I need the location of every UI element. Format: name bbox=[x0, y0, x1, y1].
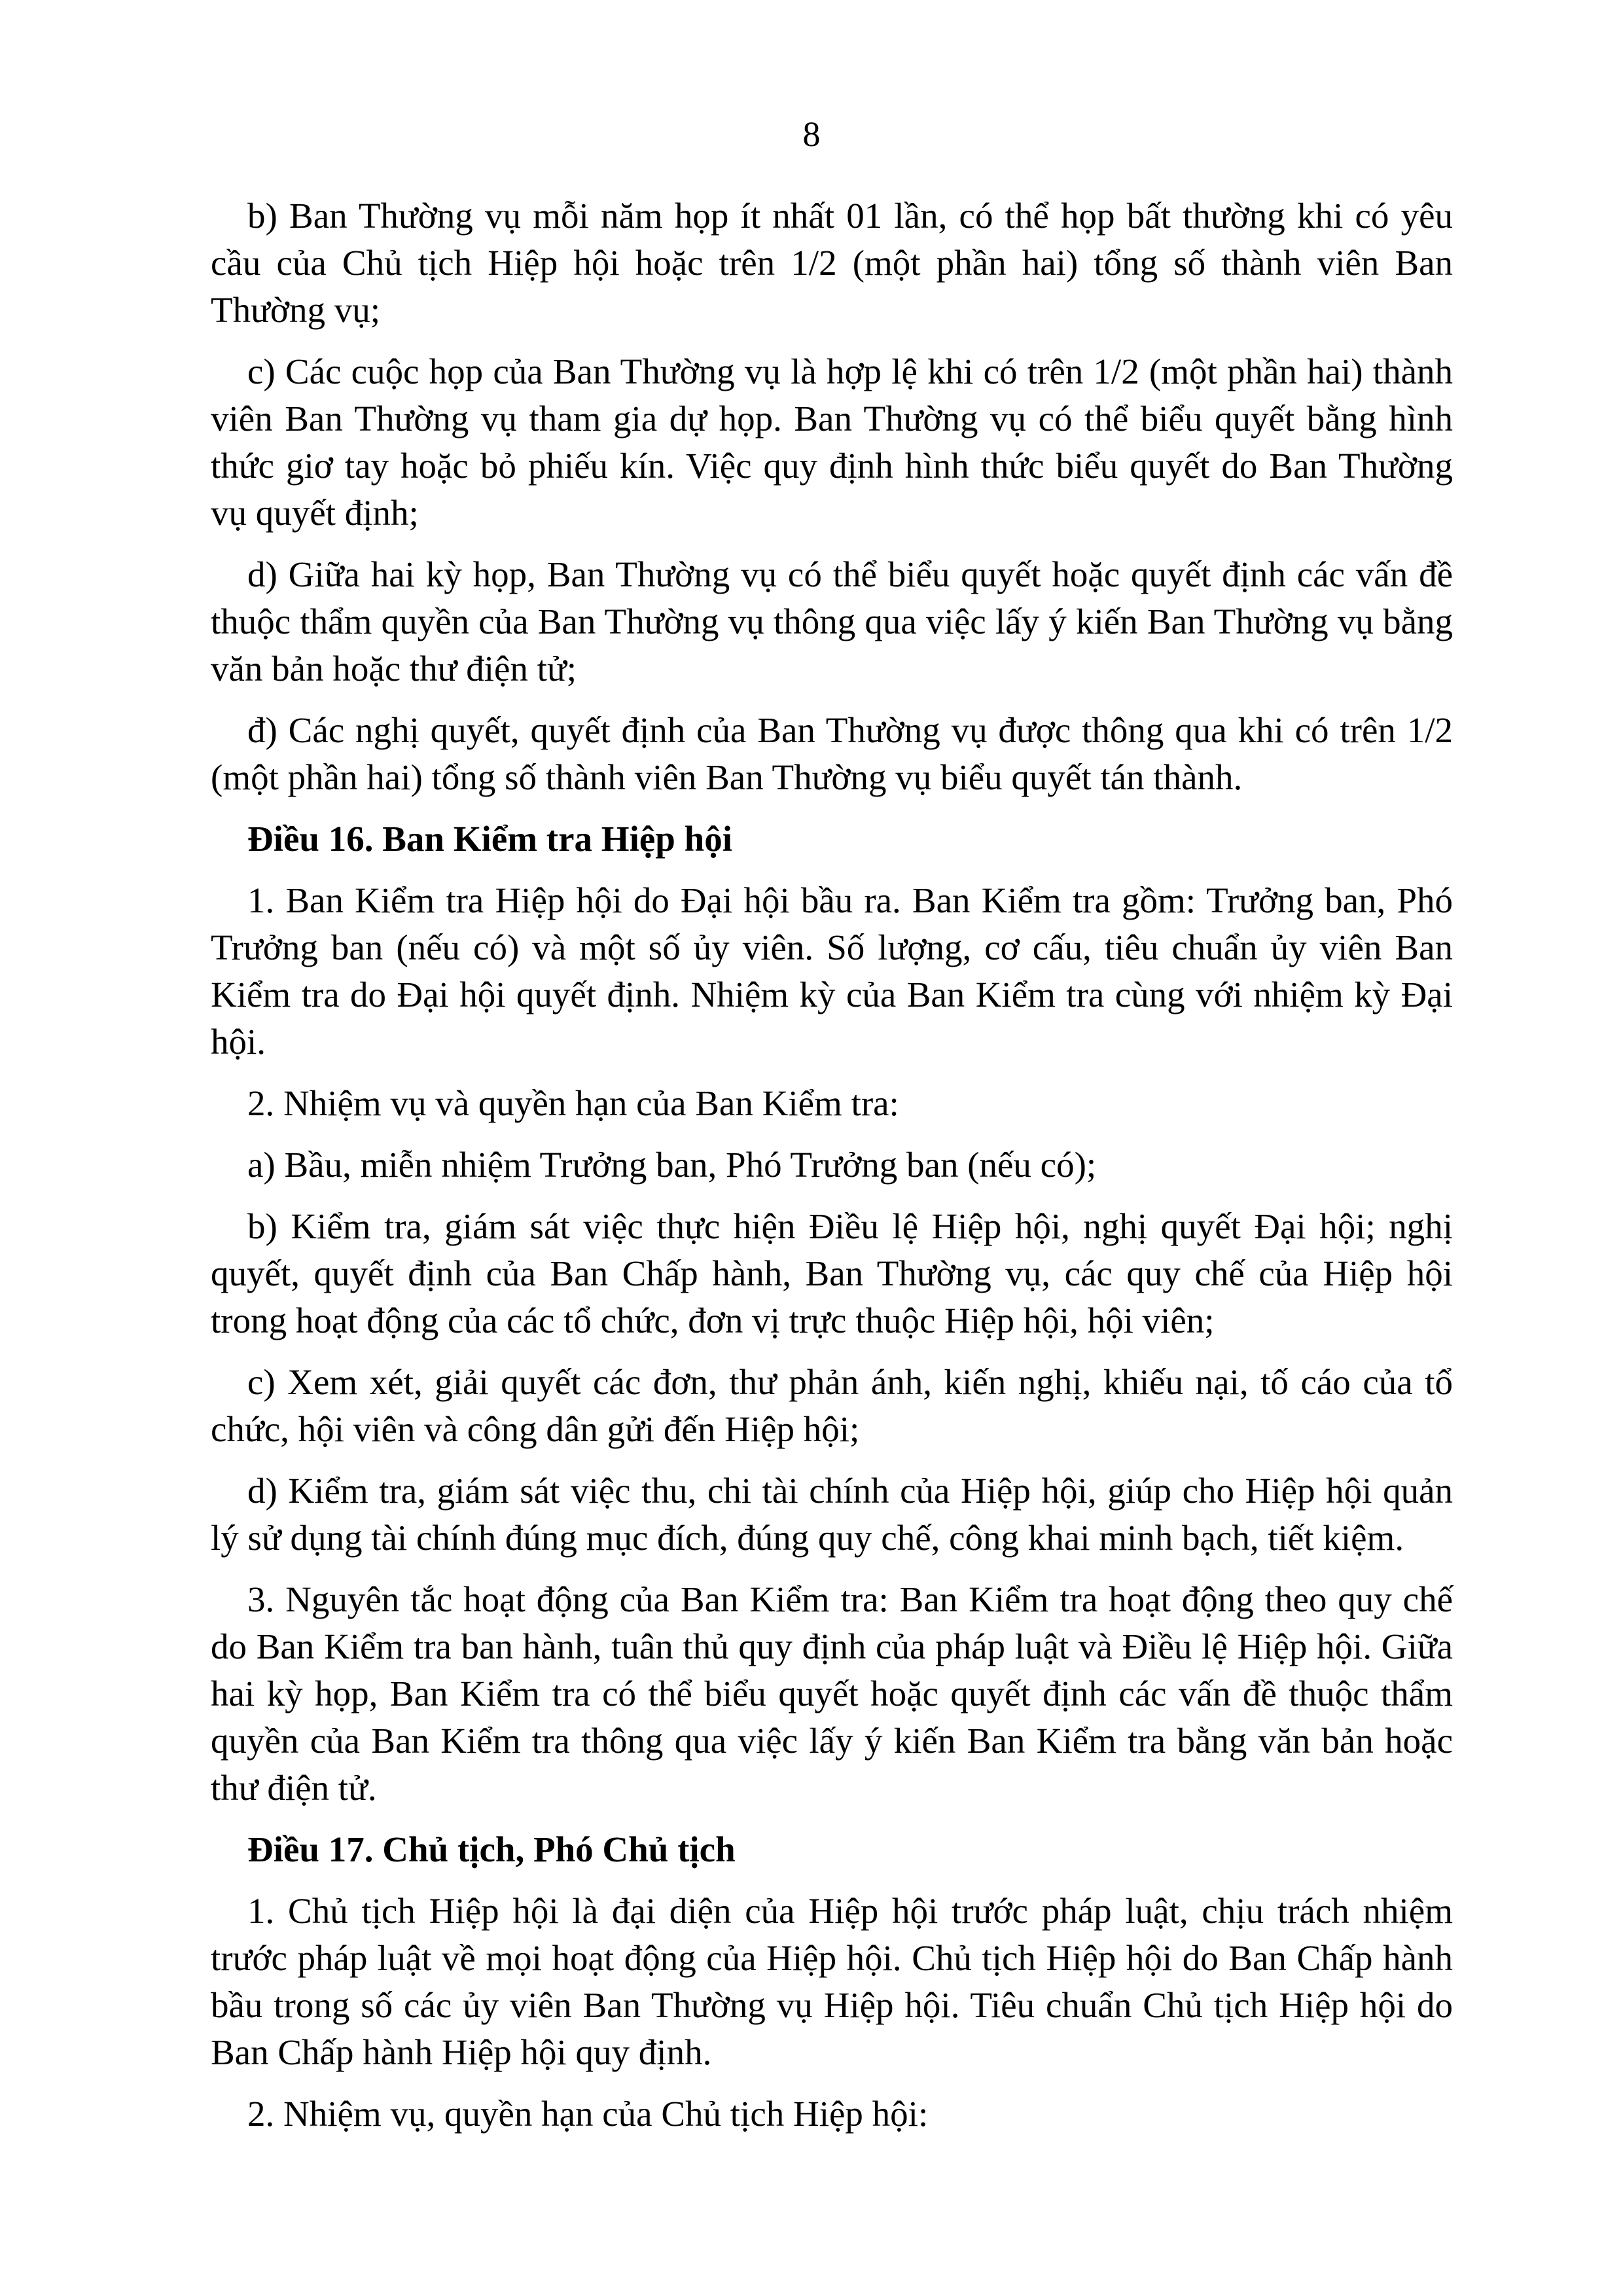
para-15dd: đ) Các nghị quyết, quyết định của Ban Thường vụ được thông qua khi có trên 1/2 (một phần hai) tổng số thành viên Ban Thường vụ biểu quyết tán thành. bbox=[211, 710, 1453, 797]
para-15b: b) Ban Thường vụ mỗi năm họp ít nhất 01 lần, có thể họp bất thường khi có yêu cầu của Chủ tịch Hiệp hội hoặc trên 1/2 (một phần hai) tổng số thành viên Ban Thường vụ; bbox=[211, 196, 1453, 330]
para-17-1: 1. Chủ tịch Hiệp hội là đại diện của Hiệp hội trước pháp luật, chịu trách nhiệm trước pháp luật về mọi hoạt động của Hiệp hội. Chủ tịch Hiệp hội do Ban Chấp hành bầu trong số các ủy viên Ban Thường vụ Hiệp hội. Tiêu chuẩn Chủ tịch Hiệp hội do Ban Chấp hành Hiệp hội quy định. bbox=[211, 1891, 1453, 2072]
article-16-heading: Điều 16. Ban Kiểm tra Hiệp hội bbox=[247, 819, 732, 859]
para-17-2: 2. Nhiệm vụ, quyền hạn của Chủ tịch Hiệp hội: bbox=[247, 2094, 929, 2134]
para-15c: c) Các cuộc họp của Ban Thường vụ là hợp lệ khi có trên 1/2 (một phần hai) thành viên Ban Thường vụ tham gia dự họp. Ban Thường vụ có thể biểu quyết bằng hình thức giơ tay hoặc bỏ phiếu kín. Việc quy định hình thức biểu quyết do Ban Thường vụ quyết định; bbox=[211, 351, 1453, 533]
para-16-3: 3. Nguyên tắc hoạt động của Ban Kiểm tra: Ban Kiểm tra hoạt động theo quy chế do Ban Kiểm tra ban hành, tuân thủ quy định của pháp luật và Điều lệ Hiệp hội. Giữa hai kỳ họp, Ban Kiểm tra có thể biểu quyết hoặc quyết định các vấn đề thuộc thẩm quyền của Ban Kiểm tra thông qua việc lấy ý kiến Ban Kiểm tra bằng văn bản hoặc thư điện tử. bbox=[211, 1579, 1453, 1808]
para-16-1: 1. Ban Kiểm tra Hiệp hội do Đại hội bầu ra. Ban Kiểm tra gồm: Trưởng ban, Phó Trưởng ban (nếu có) và một số ủy viên. Số lượng, cơ cấu, tiêu chuẩn ủy viên Ban Kiểm tra do Đại hội quyết định. Nhiệm kỳ của Ban Kiểm tra cùng với nhiệm kỳ Đại hội. bbox=[211, 880, 1453, 1062]
para-16-2: 2. Nhiệm vụ và quyền hạn của Ban Kiểm tra: bbox=[247, 1083, 899, 1123]
para-16-2c: c) Xem xét, giải quyết các đơn, thư phản ánh, kiến nghị, khiếu nại, tố cáo của tổ chức, hội viên và công dân gửi đến Hiệp hội; bbox=[211, 1362, 1453, 1449]
document-body bbox=[211, 192, 1453, 2152]
para-15d: d) Giữa hai kỳ họp, Ban Thường vụ có thể biểu quyết hoặc quyết định các vấn đề thuộc thẩm quyền của Ban Thường vụ thông qua việc lấy ý kiến Ban Thường vụ bằng văn bản hoặc thư điện tử; bbox=[211, 554, 1453, 689]
article-17-heading: Điều 17. Chủ tịch, Phó Chủ tịch bbox=[247, 1829, 736, 1869]
page-number: 8 bbox=[802, 115, 821, 154]
para-16-2b: b) Kiểm tra, giám sát việc thực hiện Điều lệ Hiệp hội, nghị quyết Đại hội; nghị quyết, quyết định của Ban Chấp hành, Ban Thường vụ, các quy chế của Hiệp hội trong hoạt động của các tổ chức, đơn vị trực thuộc Hiệp hội, hội viên; bbox=[211, 1206, 1453, 1340]
para-16-2d: d) Kiểm tra, giám sát việc thu, chi tài chính của Hiệp hội, giúp cho Hiệp hội quản lý sử dụng tài chính đúng mục đích, đúng quy chế, công khai minh bạch, tiết kiệm. bbox=[211, 1471, 1453, 1558]
para-16-2a: a) Bầu, miễn nhiệm Trưởng ban, Phó Trưởng ban (nếu có); bbox=[247, 1145, 1097, 1185]
